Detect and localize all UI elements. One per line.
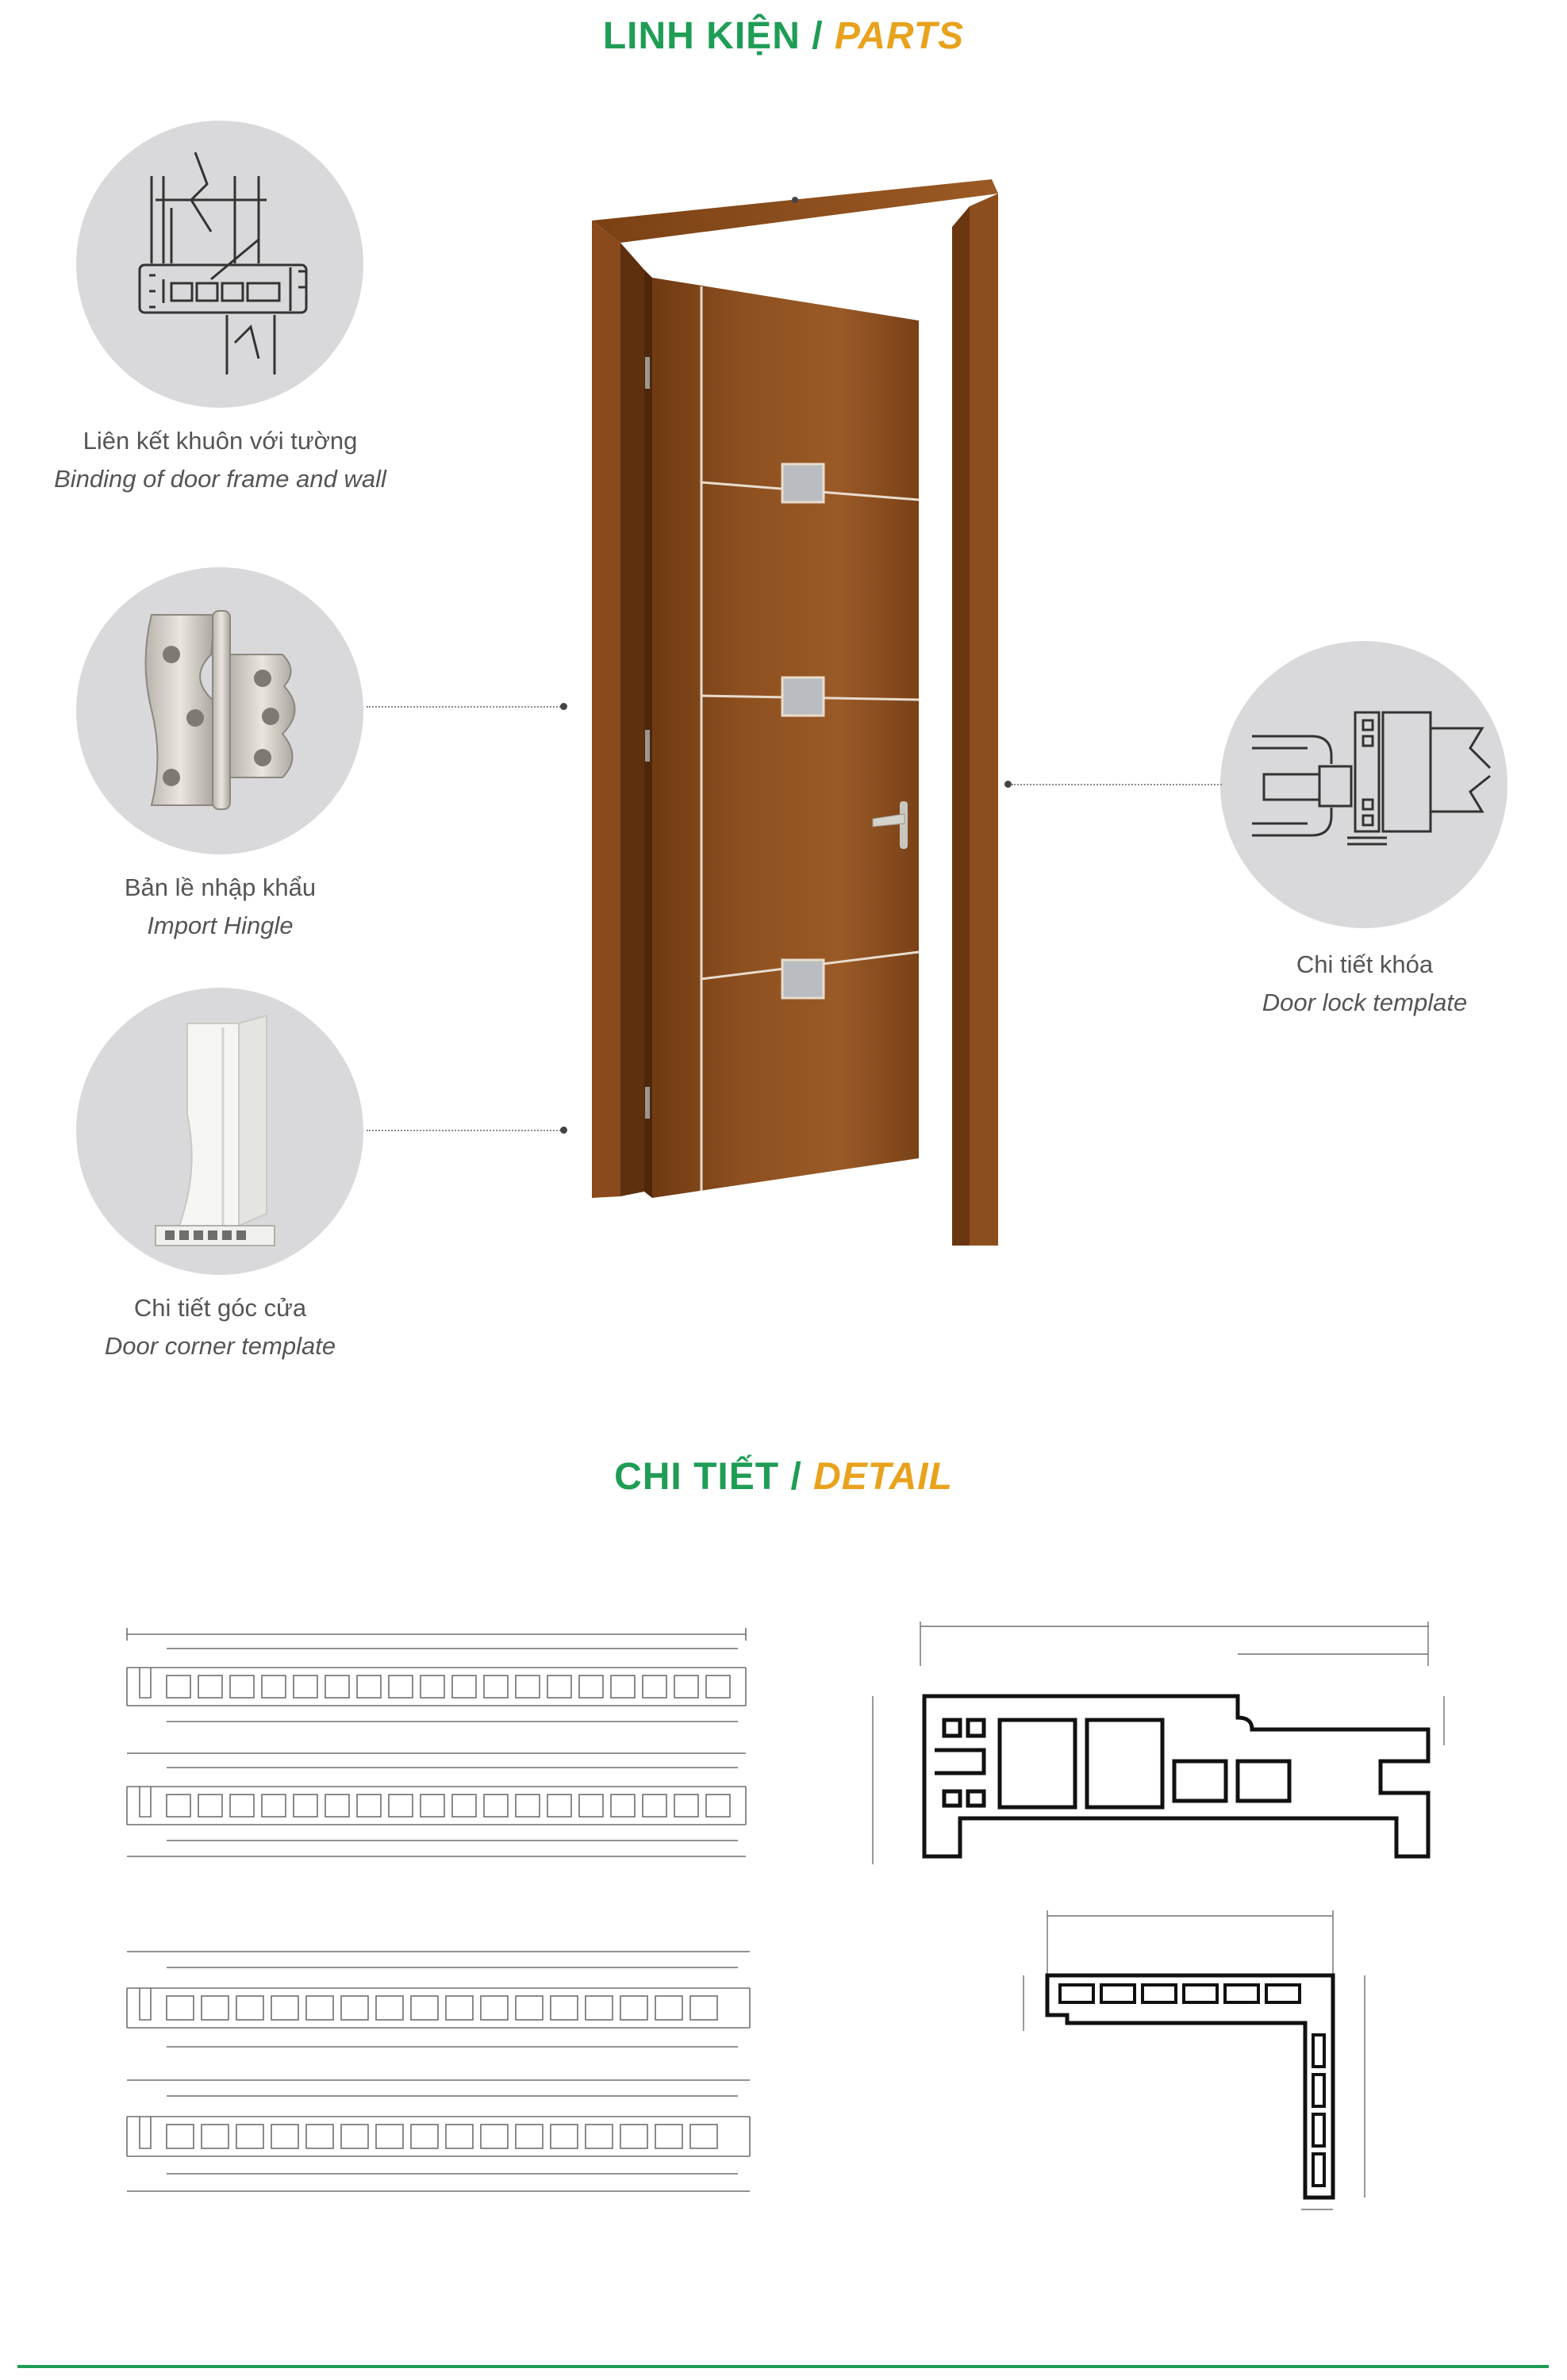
door-corner-leader-dot	[560, 1127, 567, 1134]
part-caption-door-corner-en: Door corner template	[104, 1332, 336, 1360]
parts-title-en: PARTS	[834, 15, 965, 57]
hinge-leader-dot	[560, 703, 567, 710]
bottom-divider	[17, 2365, 1549, 2368]
corner-profile-drawing	[1016, 1896, 1396, 2229]
door-leaf-section-1	[127, 1628, 746, 1722]
part-caption-frame-wall-vi: Liên kết khuôn với tường	[83, 427, 358, 455]
part-caption-door-lock	[1178, 946, 1551, 1022]
part-caption-door-corner	[32, 1289, 409, 1365]
detail-title-separator: /	[790, 1456, 802, 1498]
part-caption-door-lock-en: Door lock template	[1262, 988, 1468, 1016]
door-leaf-section-4	[127, 2080, 750, 2191]
door-corner-profile-photo-icon	[76, 988, 363, 1275]
hinge-leader-line	[367, 706, 563, 708]
door-illustration	[579, 175, 1008, 1253]
lock-section-drawing-icon	[1220, 641, 1507, 928]
door-corner-leader-line	[367, 1130, 563, 1131]
hinge-photo-icon	[76, 567, 363, 854]
part-caption-hinge	[32, 869, 409, 945]
parts-section-title	[0, 14, 1567, 58]
part-caption-frame-wall-en: Binding of door frame and wall	[54, 465, 386, 493]
frame-wall-section-drawing-icon	[76, 121, 363, 408]
door-lock-leader-dot	[1004, 781, 1012, 788]
part-caption-hinge-en: Import Hingle	[147, 912, 294, 939]
part-caption-hinge-vi: Bản lề nhập khẩu	[124, 873, 317, 901]
detail-title-vi: CHI TIẾT	[614, 1456, 780, 1498]
part-caption-frame-wall	[32, 422, 409, 498]
parts-title-vi: LINH KIỆN	[602, 15, 801, 57]
door-lock-leader-line	[1012, 784, 1222, 785]
parts-title-separator: /	[812, 15, 824, 57]
detail-title-en: DETAIL	[813, 1456, 953, 1498]
door-leaf-section-2	[127, 1753, 746, 1856]
frame-profile-drawing	[857, 1610, 1492, 1872]
door-leaf-section-3	[127, 1952, 750, 2047]
part-caption-door-lock-vi: Chi tiết khóa	[1296, 950, 1434, 978]
detail-section-title	[0, 1455, 1567, 1499]
door-leaf-section-drawings	[119, 1618, 762, 2205]
part-caption-door-corner-vi: Chi tiết góc cửa	[133, 1294, 307, 1322]
